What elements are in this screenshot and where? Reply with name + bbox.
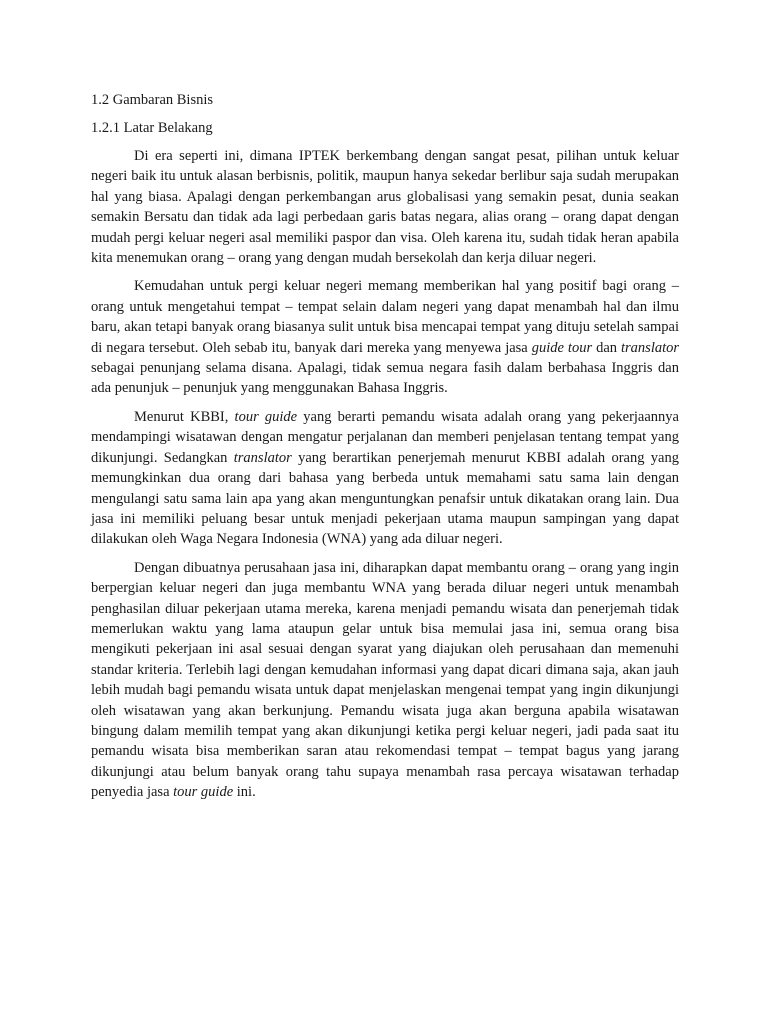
paragraph [91,558,679,803]
paragraph [91,146,679,268]
paragraph [91,407,679,550]
text-run: Kemudahan untuk pergi keluar negeri memang memberikan hal yang positif bagi orang – orang untuk mengetahui tempat – tempat selain dalam negeri yang dapat menambah hal dan ilmu baru, akan tetapi banyak orang biasanya sulit untuk bisa mencapai tempat yang dituju setelah sampai di negara tersebut. Oleh sebab itu, banyak dari mereka yang menyewa jasa [91,278,679,356]
text-run: dan [592,339,621,356]
section-heading: 1.2 Gambaran Bisnis [91,92,214,108]
body-text [91,146,679,803]
italic-term: translator [621,339,680,356]
italic-term: tour guide [173,784,234,801]
italic-term: guide tour [531,339,593,356]
text-run: Di era seperti ini, dimana IPTEK berkembang dengan sangat pesat, pilihan untuk keluar negeri baik itu untuk alasan berbisnis, politik, maupun hanya sekedar berlibur saja sudah merupakan hal yang biasa. Apalagi dengan perkembangan arus globalisasi yang semakin pesat, dunia seakan semakin Bersatu dan tidak ada lagi perbedaan garis batas negara, alias orang – orang dapat dengan mudah pergi keluar negeri asal memiliki paspor dan visa. Oleh karena itu, sudah tidak heran apabila kita menemukan orang – orang yang dengan mudah bersekolah dan kerja diluar negeri. [91,148,679,267]
paragraph [91,276,679,398]
text-run: yang berarti pemandu wisata adalah orang yang pekerjaannya mendampingi wisatawan dengan mengatur perjalanan dan memberi penjelasan tentang tempat yang dikunjungi. Sedangkan [91,408,679,466]
text-run: sebagai penunjang selama disana. Apalagi, tidak semua negara fasih dalam berbahasa Inggris dan ada penunjuk – penunjuk yang menggunakan Bahasa Inggris. [91,360,679,397]
text-run: yang berartikan penerjemah menurut KBBI adalah orang yang memungkinkan dua orang dari bahasa yang berbeda untuk memahami satu sama lain dengan mengulangi satu sama lain apa yang akan menguntungkan penafsir untuk dikatakan orang lain. Dua jasa ini memiliki peluang besar untuk menjadi pekerjaan utama maupun sampingan yang dapat dilakukan oleh Waga Negara Indonesia (WNA) yang ada diluar negeri. [91,449,679,548]
subsection-heading: 1.2.1 Latar Belakang [91,120,213,136]
italic-term: translator [233,449,292,466]
text-run: Menurut KBBI, [134,408,235,425]
text-run: ini. [233,784,256,801]
text-run: Dengan dibuatnya perusahaan jasa ini, diharapkan dapat membantu orang – orang yang ingin berpergian keluar negeri dan juga membantu WNA yang berada diluar negeri untuk menambah penghasilan diluar pekerjaan utama mereka, karena menjadi pemandu wisata dan penerjemah tidak memerlukan waktu yang lama ataupun gelar untuk bisa memulai jasa ini, semua orang bisa mengikuti pekerjaan ini asal sesuai dengan syarat yang diajukan oleh perusahaan dan memenuhi standar kriteria. Terlebih lagi dengan kemudahan informasi yang dapat dicari dimana saja, akan jauh lebih mudah bagi pemandu wisata untuk dapat menjelaskan mengenai tempat yang ingin dikunjungi oleh wisatawan yang akan berkunjung. Pemandu wisata juga akan berguna apabila wisatawan bingung dalam memilih tempat yang akan dikunjungi ketika pergi keluar negeri, jadi pada saat itu pemandu wisata bisa memberikan saran atau rekomendasi tempat – tempat bagus yang jarang dikunjungi atau belum banyak orang tahu supaya menambah rasa percaya wisatawan terhadap penyedia jasa [91,559,679,801]
italic-term: tour guide [234,408,298,425]
document-page [91,90,679,811]
